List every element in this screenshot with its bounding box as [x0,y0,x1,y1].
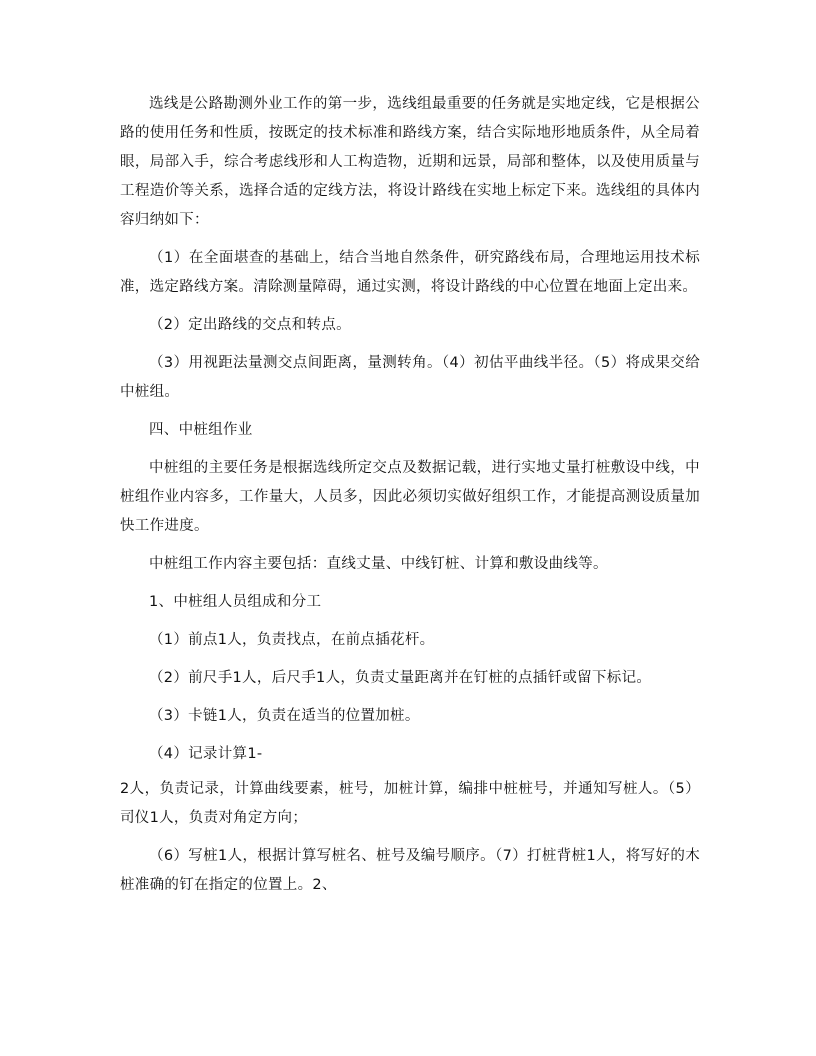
paragraph-item-3-5: （3）用视距法量测交点间距离，量测转角。（4）初估平曲线半径。（5）将成果交给中桩组。 [120,355,700,400]
paragraph-staff-3: （3）卡链1人，负责在适当的位置加桩。 [149,708,420,724]
paragraph-staff-4-5-continued: 2人，负责记录，计算曲线要素，桩号，加桩计算，编排中桩桩号，并通知写桩人。（5）司仪1人，负责对角定方向； [120,781,700,826]
paragraph-staff-1: （1）前点1人，负责找点，在前点插花杆。 [149,632,435,648]
paragraph-staff-2: （2）前尺手1人，后尺手1人，负责丈量距离并在钉桩的点插钎或留下标记。 [149,670,652,686]
paragraph-route-selection-intro: 选线是公路勘测外业工作的第一步，选线组最重要的任务就是实地定线，它是根据公路的使用任务和性质，按既定的技术标准和路线方案，结合实际地形地质条件，从全局着眼，局部入手，综合考虑线形和人工构造物，近期和远景，局部和整体，以及使用质量与工程造价等关系，选择合适的定线方法，将设计路线在实地上标定下来。选线组的具体内容归纳如下： [120,96,700,228]
section-heading-center-stake: 四、中桩组作业 [149,422,253,438]
paragraph-staff-6-7: （6）写桩1人，根据计算写桩名、桩号及编号顺序。（7）打桩背桩1人，将写好的木桩准确的钉在指定的位置上。2、 [120,848,700,893]
paragraph-center-stake-task: 中桩组的主要任务是根据选线所定交点及数据记载，进行实地丈量打桩敷设中线，中桩组作业内容多，工作量大，人员多，因此必须切实做好组织工作，才能提高测设质量加快工作进度。 [120,460,700,534]
paragraph-center-stake-content: 中桩组工作内容主要包括：直线丈量、中线钉桩、计算和敷设曲线等。 [149,556,608,572]
paragraph-item-2: （2）定出路线的交点和转点。 [149,317,351,333]
subheading-staffing: 1、中桩组人员组成和分工 [149,594,322,610]
document-page [120,90,700,900]
paragraph-staff-4: （4）记录计算1- [149,746,263,762]
paragraph-item-1: （1）在全面堪查的基础上，结合当地自然条件，研究路线布局，合理地运用技术标准，选定路线方案。清除测量障碍，通过实测，将设计路线的中心位置在地面上定出来。 [120,250,700,295]
